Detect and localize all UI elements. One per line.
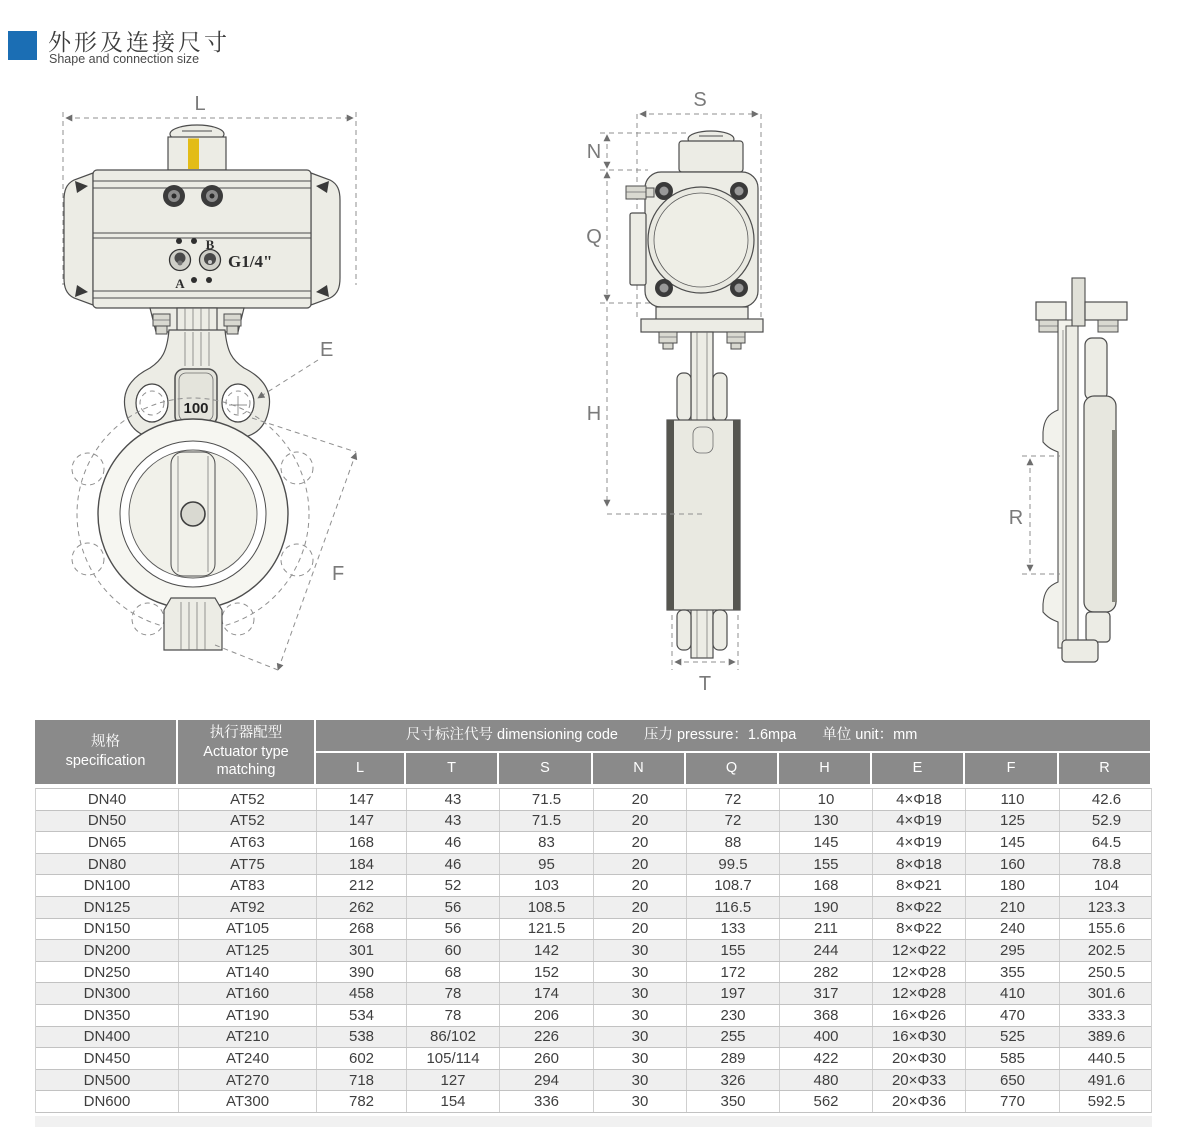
- dim-label-R: R: [1008, 507, 1024, 529]
- table-cell: AT52: [179, 789, 317, 810]
- table-cell: 71.5: [500, 789, 594, 810]
- table-cell: DN125: [36, 897, 179, 918]
- table-cell: 86/102: [407, 1027, 500, 1048]
- table-cell: 30: [594, 983, 687, 1004]
- table-cell: 368: [780, 1005, 873, 1026]
- table-cell: 95: [500, 854, 594, 875]
- dim-label-E: E: [320, 339, 334, 361]
- table-cell: DN300: [36, 983, 179, 1004]
- table-cell: 16×Φ30: [873, 1027, 966, 1048]
- table-cell: 60: [407, 940, 500, 961]
- table-cell: DN100: [36, 875, 179, 896]
- table-cell: AT75: [179, 854, 317, 875]
- table-cell: AT52: [179, 811, 317, 832]
- table-row: [36, 1048, 1151, 1070]
- table-cell: 110: [966, 789, 1060, 810]
- table-row: [36, 811, 1151, 833]
- table-cell: 289: [687, 1048, 780, 1069]
- table-cell: 301.6: [1087, 985, 1126, 1003]
- table-cell: 240: [966, 919, 1060, 940]
- table-cell: 585: [966, 1048, 1060, 1069]
- table-cell: 78: [407, 1005, 500, 1026]
- table-cell: 268: [317, 919, 407, 940]
- table-cell: 355: [966, 962, 1060, 983]
- side-view: [586, 89, 763, 695]
- table-cell: 152: [500, 962, 594, 983]
- table-cell: 210: [966, 897, 1060, 918]
- header-col-N: N: [593, 753, 686, 786]
- table-cell: 160: [966, 854, 1060, 875]
- table-cell: 4×Φ19: [873, 811, 966, 832]
- table-cell: AT300: [179, 1091, 317, 1112]
- table-cell: 145: [780, 832, 873, 853]
- port-a-label: A: [175, 276, 185, 291]
- table-cell: 174: [500, 983, 594, 1004]
- dim-label-Q: Q: [586, 226, 602, 248]
- table-cell: 202.5: [1087, 941, 1126, 959]
- table-cell: 83: [500, 832, 594, 853]
- table-cell: 168: [780, 875, 873, 896]
- table-cell: 470: [966, 1005, 1060, 1026]
- table-cell: 650: [966, 1070, 1060, 1091]
- table-cell: DN600: [36, 1091, 179, 1112]
- table-row: [36, 1005, 1151, 1027]
- table-row: [36, 854, 1151, 876]
- table-cell: DN150: [36, 919, 179, 940]
- table-row: [36, 940, 1151, 962]
- header-col-F: F: [965, 753, 1059, 786]
- table-cell: 20: [594, 854, 687, 875]
- table-cell: DN250: [36, 962, 179, 983]
- table-cell: 20: [594, 897, 687, 918]
- table-row: [36, 789, 1151, 811]
- bottom-strip: [35, 1116, 1152, 1127]
- front-view: [63, 93, 356, 670]
- table-cell: 184: [317, 854, 407, 875]
- table-cell: 718: [317, 1070, 407, 1091]
- table-cell: 295: [966, 940, 1060, 961]
- table-cell: 255: [687, 1027, 780, 1048]
- table-cell: 4×Φ18: [873, 789, 966, 810]
- table-cell: AT190: [179, 1005, 317, 1026]
- table-cell: 12×Φ22: [873, 940, 966, 961]
- table-cell: 30: [594, 1005, 687, 1026]
- table-cell: 190: [780, 897, 873, 918]
- table-cell: 133: [687, 919, 780, 940]
- header-code-title: 尺寸标注代号 dimensioning code: [406, 727, 618, 744]
- table-cell: DN50: [36, 811, 179, 832]
- dimension-table: [35, 720, 1152, 1113]
- header-col-Q: Q: [686, 753, 779, 786]
- table-cell: 108.5: [500, 897, 594, 918]
- header-act-en1: Actuator type: [203, 743, 289, 760]
- table-cell: 212: [317, 875, 407, 896]
- table-cell: 108.7: [687, 875, 780, 896]
- table-cell: 230: [687, 1005, 780, 1026]
- header-col-E: E: [872, 753, 965, 786]
- table-cell: 103: [500, 875, 594, 896]
- table-cell: 20: [594, 832, 687, 853]
- table-cell: 20: [594, 875, 687, 896]
- table-cell: 770: [966, 1091, 1060, 1112]
- table-row: [36, 875, 1151, 897]
- table-cell: 8×Φ21: [873, 875, 966, 896]
- table-cell: AT140: [179, 962, 317, 983]
- table-cell: 20×Φ30: [873, 1048, 966, 1069]
- table-cell: AT83: [179, 875, 317, 896]
- dim-label-L: L: [194, 93, 206, 115]
- table-cell: AT160: [179, 983, 317, 1004]
- header-col-L: L: [316, 753, 406, 786]
- table-row: [36, 1091, 1151, 1113]
- port-b-label: B: [205, 237, 215, 252]
- table-cell: 458: [317, 983, 407, 1004]
- table-cell: 282: [780, 962, 873, 983]
- page-subtitle: Shape and connection size: [49, 52, 200, 66]
- header-unit: 单位 unit：mm: [822, 727, 918, 744]
- table-cell: 244: [780, 940, 873, 961]
- dim-label-H: H: [586, 403, 602, 425]
- table-cell: 197: [687, 983, 780, 1004]
- table-cell: 525: [966, 1027, 1060, 1048]
- header-dimensioning-code: [316, 720, 1152, 753]
- table-cell: 52.9: [1091, 812, 1122, 830]
- table-cell: 72: [687, 789, 780, 810]
- header-col-T: T: [406, 753, 499, 786]
- header-col-H: H: [779, 753, 872, 786]
- table-cell: 123.3: [1087, 898, 1126, 916]
- table-cell: 294: [500, 1070, 594, 1091]
- table-cell: 206: [500, 1005, 594, 1026]
- table-cell: 326: [687, 1070, 780, 1091]
- table-cell: 116.5: [687, 897, 780, 918]
- table-cell: 538: [317, 1027, 407, 1048]
- table-cell: 440.5: [1087, 1049, 1126, 1067]
- table-header: [35, 720, 1152, 786]
- table-cell: 410: [966, 983, 1060, 1004]
- header-specification: [35, 720, 178, 786]
- table-cell: 602: [317, 1048, 407, 1069]
- table-cell: 562: [780, 1091, 873, 1112]
- table-cell: 155: [780, 854, 873, 875]
- table-cell: 336: [500, 1091, 594, 1112]
- table-cell: 8×Φ22: [873, 919, 966, 940]
- page-title: 外形及连接尺寸: [48, 29, 230, 55]
- table-cell: 71.5: [500, 811, 594, 832]
- table-cell: 491.6: [1087, 1071, 1126, 1089]
- table-cell: 121.5: [500, 919, 594, 940]
- position-indicator-stripe: [188, 139, 199, 170]
- table-cell: 30: [594, 940, 687, 961]
- table-cell: 30: [594, 1091, 687, 1112]
- table-cell: 125: [966, 811, 1060, 832]
- header-spec-en: specification: [65, 753, 146, 769]
- table-cell: 262: [317, 897, 407, 918]
- table-cell: AT63: [179, 832, 317, 853]
- table-cell: 12×Φ28: [873, 962, 966, 983]
- table-cell: AT92: [179, 897, 317, 918]
- table-cell: 64.5: [1091, 833, 1122, 851]
- table-cell: 20×Φ33: [873, 1070, 966, 1091]
- table-row: [36, 832, 1151, 854]
- table-cell: 78: [407, 983, 500, 1004]
- table-cell: 130: [780, 811, 873, 832]
- table-cell: 534: [317, 1005, 407, 1026]
- table-cell: 168: [317, 832, 407, 853]
- dim-label-F: F: [332, 563, 345, 585]
- table-cell: 154: [407, 1091, 500, 1112]
- table-cell: 20: [594, 811, 687, 832]
- table-cell: 72: [687, 811, 780, 832]
- table-cell: 10: [780, 789, 873, 810]
- table-cell: 301: [317, 940, 407, 961]
- table-cell: 105/114: [407, 1048, 500, 1069]
- table-row: [36, 919, 1151, 941]
- dim-label-S: S: [693, 89, 707, 111]
- table-cell: 127: [407, 1070, 500, 1091]
- table-cell: DN400: [36, 1027, 179, 1048]
- table-cell: AT240: [179, 1048, 317, 1069]
- table-cell: 16×Φ26: [873, 1005, 966, 1026]
- header-act-zh: 执行器配型: [209, 724, 283, 741]
- table-cell: 68: [407, 962, 500, 983]
- table-cell: 155.6: [1087, 920, 1126, 938]
- port-size-label: G1/4": [228, 252, 273, 271]
- table-cell: 30: [594, 1070, 687, 1091]
- table-cell: 43: [407, 811, 500, 832]
- table-cell: 20: [594, 919, 687, 940]
- table-cell: AT105: [179, 919, 317, 940]
- header-col-S: S: [499, 753, 593, 786]
- table-cell: 4×Φ19: [873, 832, 966, 853]
- header-spec-zh: 规格: [91, 734, 120, 751]
- table-cell: DN80: [36, 854, 179, 875]
- table-cell: DN65: [36, 832, 179, 853]
- table-cell: 46: [407, 854, 500, 875]
- table-cell: DN200: [36, 940, 179, 961]
- table-cell: 78.8: [1091, 855, 1122, 873]
- table-cell: 56: [407, 897, 500, 918]
- table-cell: 389.6: [1087, 1028, 1126, 1046]
- table-cell: 480: [780, 1070, 873, 1091]
- table-cell: 56: [407, 919, 500, 940]
- table-cell: 147: [317, 811, 407, 832]
- table-cell: 42.6: [1091, 790, 1122, 808]
- header-actuator-type: [178, 720, 316, 786]
- table-row: [36, 983, 1151, 1005]
- table-cell: 52: [407, 875, 500, 896]
- table-cell: 104: [1093, 877, 1120, 895]
- table-row: [36, 962, 1151, 984]
- table-cell: 400: [780, 1027, 873, 1048]
- table-cell: DN40: [36, 789, 179, 810]
- section-view: [1009, 278, 1127, 662]
- table-cell: 592.5: [1087, 1093, 1126, 1111]
- table-cell: 180: [966, 875, 1060, 896]
- table-cell: 317: [780, 983, 873, 1004]
- table-cell: AT125: [179, 940, 317, 961]
- table-cell: 30: [594, 962, 687, 983]
- table-cell: 211: [780, 919, 873, 940]
- table-row: [36, 1027, 1151, 1049]
- table-cell: 88: [687, 832, 780, 853]
- table-cell: 250.5: [1087, 963, 1126, 981]
- table-cell: DN450: [36, 1048, 179, 1069]
- table-row: [36, 1070, 1151, 1092]
- table-cell: AT270: [179, 1070, 317, 1091]
- table-cell: AT210: [179, 1027, 317, 1048]
- table-cell: 30: [594, 1027, 687, 1048]
- header-pressure: 压力 pressure：1.6mpa: [643, 727, 797, 744]
- header-act-en2: matching: [216, 762, 276, 779]
- table-cell: 145: [966, 832, 1060, 853]
- table-cell: 30: [594, 1048, 687, 1069]
- table-cell: 147: [317, 789, 407, 810]
- table-cell: 260: [500, 1048, 594, 1069]
- table-cell: 8×Φ18: [873, 854, 966, 875]
- dim-label-T: T: [698, 673, 712, 695]
- table-cell: 12×Φ28: [873, 983, 966, 1004]
- table-cell: 782: [317, 1091, 407, 1112]
- table-cell: 350: [687, 1091, 780, 1112]
- neck-size-label: 100: [183, 400, 209, 417]
- dim-label-N: N: [586, 141, 602, 163]
- table-cell: 46: [407, 832, 500, 853]
- table-cell: 43: [407, 789, 500, 810]
- header-col-R: R: [1059, 753, 1152, 786]
- table-cell: 142: [500, 940, 594, 961]
- table-cell: 155: [687, 940, 780, 961]
- table-row: [36, 897, 1151, 919]
- table-cell: 20: [594, 789, 687, 810]
- table-cell: DN350: [36, 1005, 179, 1026]
- table-body: [35, 788, 1152, 1113]
- table-cell: DN500: [36, 1070, 179, 1091]
- table-cell: 172: [687, 962, 780, 983]
- table-cell: 333.3: [1087, 1006, 1126, 1024]
- table-cell: 8×Φ22: [873, 897, 966, 918]
- table-cell: 99.5: [687, 854, 780, 875]
- table-cell: 390: [317, 962, 407, 983]
- table-cell: 20×Φ36: [873, 1091, 966, 1112]
- table-cell: 422: [780, 1048, 873, 1069]
- table-cell: 226: [500, 1027, 594, 1048]
